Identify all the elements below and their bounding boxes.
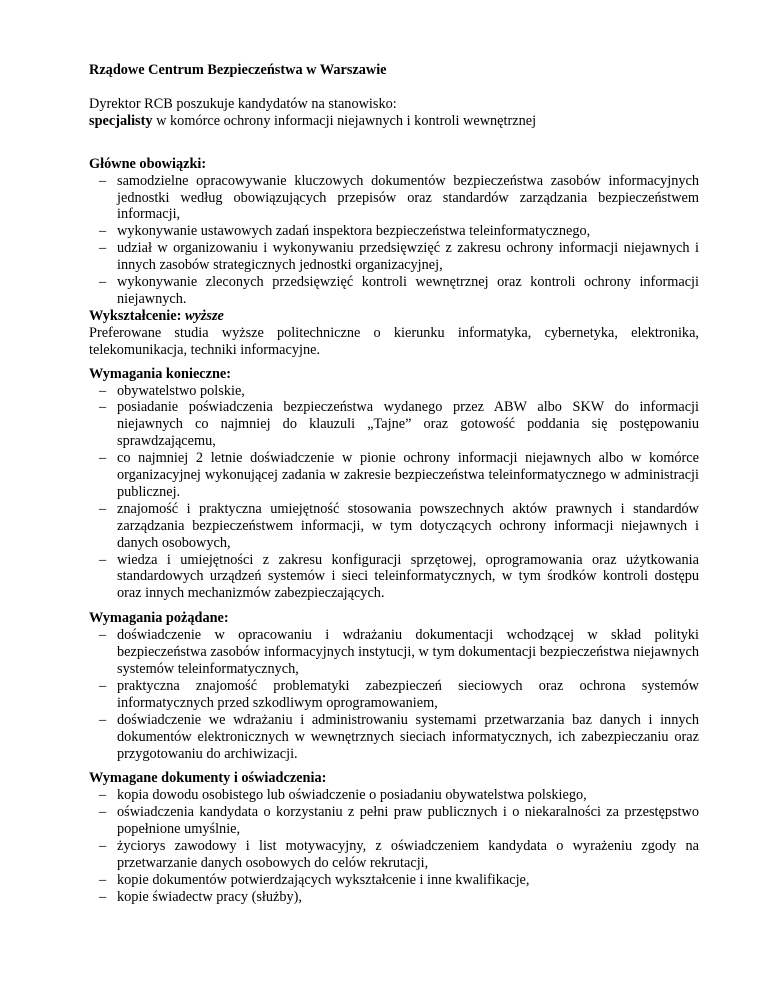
list-item xyxy=(89,712,699,763)
dash-bullet: – xyxy=(99,838,107,855)
dash-bullet: – xyxy=(99,500,107,517)
document-title: Rządowe Centrum Bezpieczeństwa w Warszawie xyxy=(89,62,387,78)
list-item xyxy=(89,399,699,450)
desired-list xyxy=(89,627,699,762)
list-item-text: kopia dowodu osobistego lub oświadczenie o posiadaniu obywatelstwa polskiego, xyxy=(117,787,587,804)
list-item-text: kopie dokumentów potwierdzających wykształcenie i inne kwalifikacje, xyxy=(117,871,530,888)
list-item xyxy=(89,838,699,872)
list-item xyxy=(89,383,699,400)
list-item-text: wiedza i umiejętności z zakresu konfiguracji sprzętowej, oprogramowania oraz użytkowania standardowych urządzeń systemów i sieci teleinformatycznych, w tym środków kontroli dostępu oraz innych mechanizmów zabezpieczających. xyxy=(117,551,699,602)
list-item-text: życiorys zawodowy i list motywacyjny, z oświadczeniem kandydata o wyrażeniu zgody na przetwarzanie danych osobowych do celów rekrutacji, xyxy=(117,838,699,871)
list-item xyxy=(89,173,699,224)
intro-line: Dyrektor RCB poszukuje kandydatów na stanowisko: xyxy=(89,95,397,112)
list-item xyxy=(89,223,699,240)
list-item-text: kopie świadectw pracy (służby), xyxy=(117,888,303,905)
dash-bullet: – xyxy=(99,787,107,804)
list-item-text: wykonywanie ustawowych zadań inspektora bezpieczeństwa teleinformatycznego, xyxy=(117,223,591,240)
required-heading: Wymagania konieczne: xyxy=(89,365,232,382)
dash-bullet: – xyxy=(99,172,107,189)
list-item xyxy=(89,552,699,603)
list-item xyxy=(89,804,699,838)
list-item-text: znajomość i praktyczna umiejętność stosowania powszechnych aktów prawnych i standardów zarządzania bezpieczeństwem informacji, w tym dotyczących ochrony informacji niejawnych i danych osobowych, xyxy=(117,500,699,551)
list-item-text: doświadczenie w opracowaniu i wdrażaniu dokumentacji wchodzącej w skład polityki bezpieczeństwa zasobów informacyjnych instytucji, w tym dokumentacji bezpieczeństwa niejawnych systemów teleinformatycznych, xyxy=(117,627,699,677)
list-item xyxy=(89,240,699,274)
list-item xyxy=(89,678,699,712)
dash-bullet: – xyxy=(99,888,107,905)
desired-heading: Wymagania pożądane: xyxy=(89,610,229,627)
list-item-text: obywatelstwo polskie, xyxy=(117,382,245,399)
list-item-text: praktyczna znajomość problematyki zabezpieczeń sieciowych oraz ochrona systemów informatycznych przed szkodliwym oprogramowaniem, xyxy=(117,677,699,711)
education-label: Wykształcenie: xyxy=(89,307,185,324)
list-item-text: udział w organizowaniu i wykonywaniu przedsięwzięć z zakresu ochrony informacji niejawnych i innych zasobów strategicznych jednostki organizacyjnej, xyxy=(117,240,699,274)
list-item xyxy=(89,627,699,678)
dash-bullet: – xyxy=(99,274,107,291)
dash-bullet: – xyxy=(99,399,107,416)
education-text: Preferowane studia wyższe politechniczne o kierunku informatyka, cybernetyka, elektronika, telekomunikacja, techniki informacyjne. xyxy=(89,324,699,358)
list-item-text: wykonywanie zleconych przedsięwzięć kontroli wewnętrznej oraz kontroli ochrony informacji niejawnych. xyxy=(117,274,699,307)
list-item-text: posiadanie poświadczenia bezpieczeństwa wydanego przez ABW albo SKW do informacji niejawnych co najmniej do klauzuli „Tajne” oraz gotowość poddania się postępowaniu sprawdzającemu, xyxy=(117,399,699,450)
position-department: w komórce ochrony informacji niejawnych i kontroli wewnętrznej xyxy=(152,112,537,129)
dash-bullet: – xyxy=(99,711,107,728)
dash-bullet: – xyxy=(99,677,107,694)
list-item xyxy=(89,872,699,889)
dash-bullet: – xyxy=(99,627,107,644)
required-list xyxy=(89,383,699,603)
dash-bullet: – xyxy=(99,240,107,257)
dash-bullet: – xyxy=(99,223,107,240)
list-item-text: oświadczenia kandydata o korzystaniu z pełni praw publicznych i o niekaralności za przestępstwo popełnione umyślnie, xyxy=(117,804,699,838)
list-item xyxy=(89,889,699,906)
dash-bullet: – xyxy=(99,804,107,821)
list-item xyxy=(89,450,699,501)
dash-bullet: – xyxy=(99,382,107,399)
list-item-text: co najmniej 2 letnie doświadczenie w pionie ochrony informacji niejawnych albo w komórce organizacyjnej wykonującej zadania w zakresie bezpieczeństwa teleinformatycznego w administracji publicznej. xyxy=(117,450,699,500)
duties-list xyxy=(89,173,699,308)
list-item xyxy=(89,501,699,552)
position-name: specjalisty xyxy=(89,112,153,129)
documents-heading: Wymagane dokumenty i oświadczenia: xyxy=(89,770,327,787)
list-item xyxy=(89,787,699,804)
document-page xyxy=(89,62,699,906)
documents-list xyxy=(89,787,699,905)
dash-bullet: – xyxy=(99,551,107,568)
list-item xyxy=(89,274,699,308)
duties-heading: Główne obowiązki: xyxy=(89,155,207,172)
dash-bullet: – xyxy=(99,871,107,888)
list-item-text: samodzielne opracowywanie kluczowych dokumentów bezpieczeństwa zasobów informacyjnych jednostki według obowiązujących przepisów oraz standardów zarządzania bezpieczeństwem informacji, xyxy=(117,172,699,223)
education-line xyxy=(89,308,699,325)
list-item-text: doświadczenie we wdrażaniu i administrowaniu systemami przetwarzania baz danych i innych dokumentów elektronicznych w wewnętrznych sieciach informatycznych, ich zabezpieczaniu oraz przygotowaniu do archiwizacji. xyxy=(117,711,699,762)
education-value: wyższe xyxy=(184,307,224,324)
dash-bullet: – xyxy=(99,450,107,467)
position-line xyxy=(89,113,699,130)
